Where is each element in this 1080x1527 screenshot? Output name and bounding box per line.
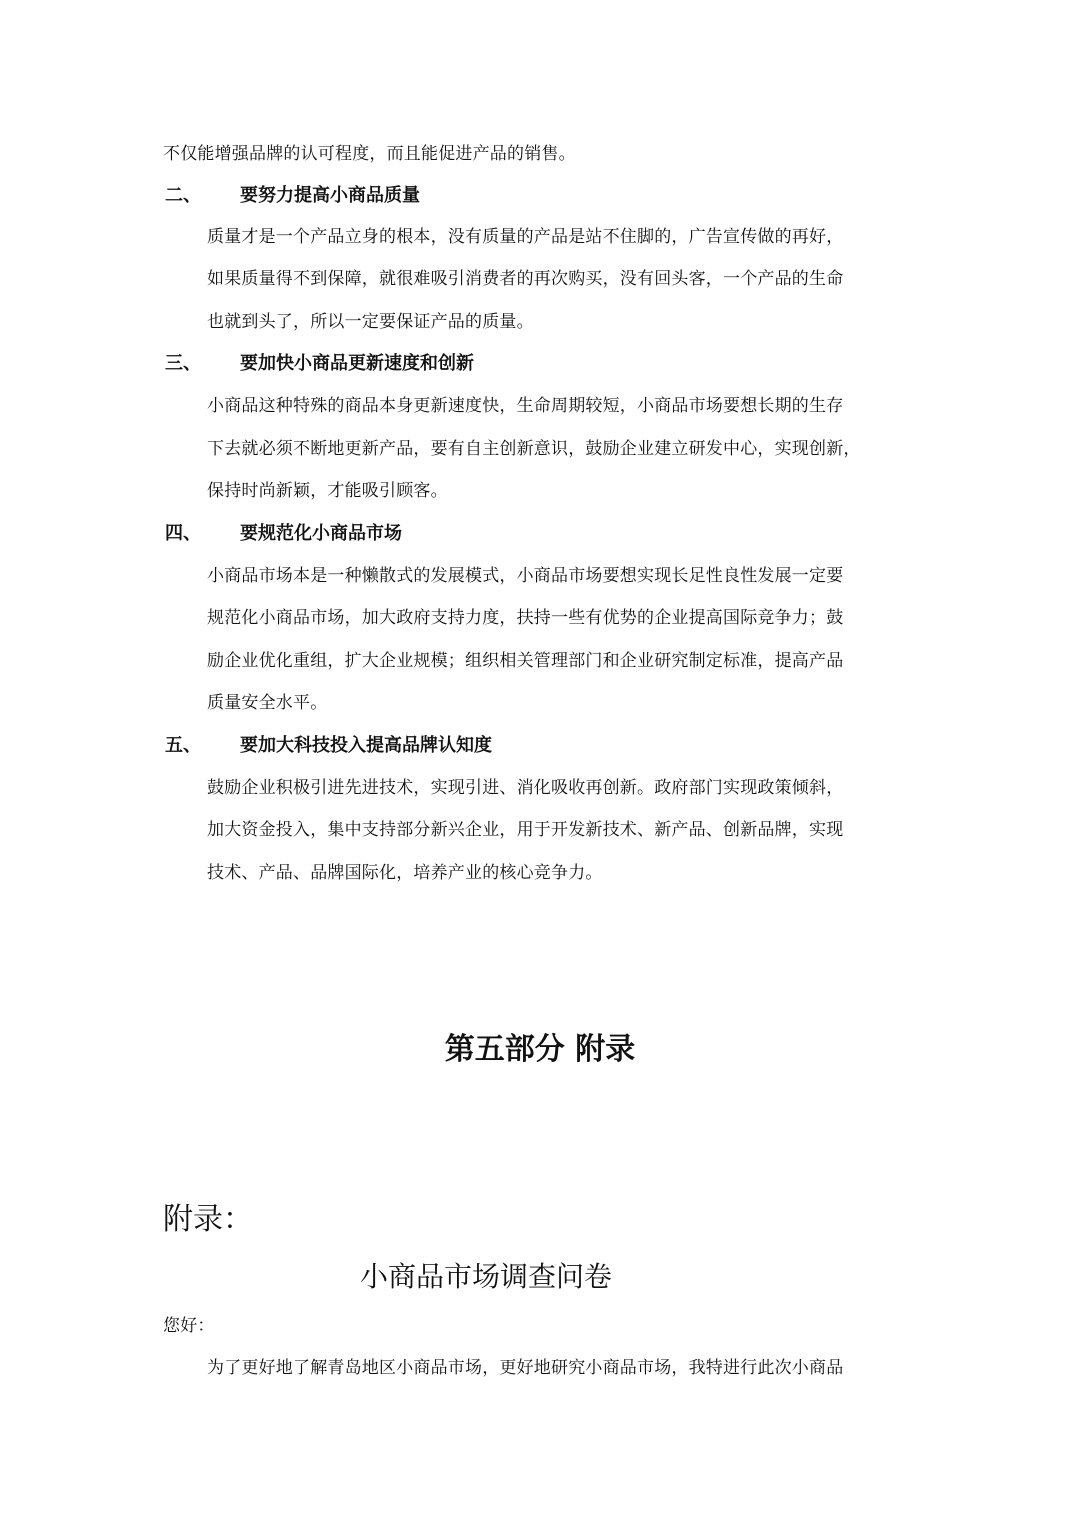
survey-title: 小商品市场调查问卷 xyxy=(360,1260,613,1293)
paragraph-line: 鼓励企业积极引进先进技术，实现引进、消化吸收再创新。政府部门实现政策倾斜， xyxy=(207,778,844,798)
paragraph-line: 励企业优化重组，扩大企业规模；组织相关管理部门和企业研究制定标准，提高产品 xyxy=(207,651,844,671)
paragraph-line: 也就到头了，所以一定要保证产品的质量。 xyxy=(207,312,534,332)
section-title: 要努力提高小商品质量 xyxy=(240,185,420,206)
section-number: 五、 xyxy=(165,735,201,756)
appendix-label: 附录： xyxy=(163,1202,253,1237)
part-title: 第五部分 附录 xyxy=(444,1032,636,1067)
paragraph-line: 下去就必须不断地更新产品，要有自主创新意识，鼓励企业建立研发中心，实现创新， xyxy=(207,439,861,459)
section-number: 二、 xyxy=(165,185,201,206)
paragraph-line: 小商品市场本是一种懒散式的发展模式，小商品市场要想实现长足性良性发展一定要 xyxy=(207,566,844,586)
section-title: 要加大科技投入提高品牌认知度 xyxy=(240,735,492,756)
section-number: 四、 xyxy=(165,523,201,544)
section-number: 三、 xyxy=(165,353,201,374)
paragraph-line: 小商品这种特殊的商品本身更新速度快，生命周期较短，小商品市场要想长期的生存 xyxy=(207,396,844,416)
paragraph-line: 质量安全水平。 xyxy=(207,693,328,713)
paragraph-line: 规范化小商品市场，加大政府支持力度，扶持一些有优势的企业提高国际竞争力；鼓 xyxy=(207,608,844,628)
intro-line: 不仅能增强品牌的认可程度，而且能促进产品的销售。 xyxy=(163,144,576,164)
paragraph-line: 加大资金投入，集中支持部分新兴企业，用于开发新技术、新产品、创新品牌，实现 xyxy=(207,820,844,840)
paragraph-line: 保持时尚新颖，才能吸引顾客。 xyxy=(207,481,448,501)
paragraph-line: 如果质量得不到保障，就很难吸引消费者的再次购买，没有回头客，一个产品的生命 xyxy=(207,269,844,289)
greeting: 您好： xyxy=(163,1316,215,1336)
section-title: 要规范化小商品市场 xyxy=(240,523,402,544)
survey-intro-line: 为了更好地了解青岛地区小商品市场，更好地研究小商品市场，我特进行此次小商品 xyxy=(207,1358,844,1378)
section-title: 要加快小商品更新速度和创新 xyxy=(240,353,474,374)
paragraph-line: 质量才是一个产品立身的根本，没有质量的产品是站不住脚的，广告宣传做的再好， xyxy=(207,227,844,247)
paragraph-line: 技术、产品、品牌国际化，培养产业的核心竞争力。 xyxy=(207,863,603,883)
